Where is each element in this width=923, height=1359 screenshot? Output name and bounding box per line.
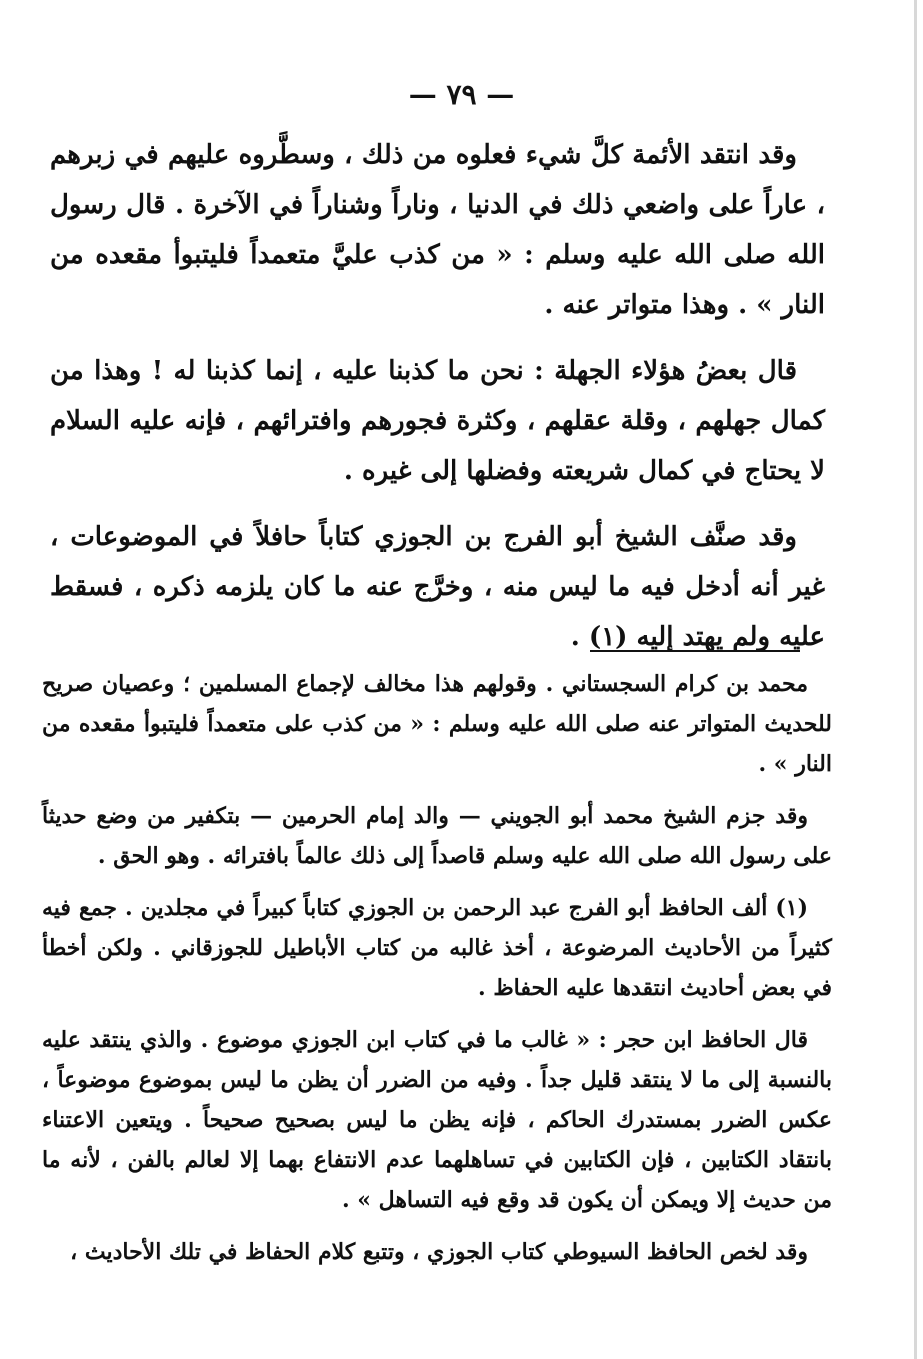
footnotes xyxy=(42,664,832,1284)
main-paragraph: وقد انتقد الأئمة كلَّ شيء فعلوه من ذلك ، وسطَّروه عليهم في زبرهم ، عاراً على واضعي ذلك في الدنيا ، وناراً وشناراً في الآخرة . قال رسول الله صلى الله عليه وسلم : « من كذب عليَّ متعمداً فليتبوأ مقعده من النار » . وهذا متواتر عنه . xyxy=(50,140,825,320)
footnote-paragraph: محمد بن كرام السجستاني . وقولهم هذا مخالف لإجماع المسلمين ؛ وعصيان صريح للحديث المتواتر عنه صلى الله عليه وسلم : « من كذب على متعمداً فليتبوأ مقعده من النار » . xyxy=(42,671,832,777)
page-edge xyxy=(914,0,917,1359)
footnote-separator xyxy=(590,650,800,652)
footnote-paragraph: قال الحافظ ابن حجر : « غالب ما في كتاب ابن الجوزي موضوع . والذي ينتقد عليه بالنسبة إلى ما لا ينتقد قليل جداً . وفيه من الضرر أن يظن ما ليس بموضوع موضوعاً ، عكس الضرر بمستدرك الحاكم ، فإنه يظن ما ليس بصحيح صحيحاً . ويتعين الاعتناء بانتقاد الكتابين ، فإن الكتابين في تساهلهما عدم الانتفاع بهما إلا لعالم بالفن ، لأنه ما من حديث إلا ويمكن أن يكون قد وقع فيه التساهل » . xyxy=(42,1027,832,1213)
footnote-paragraph: (١) ألف الحافظ أبو الفرج عبد الرحمن بن الجوزي كتاباً كبيراً في مجلدين . جمع فيه كثيراً من الأحاديث المرضوعة ، أخذ غالبه من كتاب الأباطيل للجوزقاني . ولكن أخطأ في بعض أحاديث انتقدها عليه الحفاظ . xyxy=(42,895,832,1001)
page-number: — ٧٩ — xyxy=(408,78,515,111)
main-paragraph: قال بعضُ هؤلاء الجهلة : نحن ما كذبنا عليه ، إنما كذبنا له ! وهذا من كمال جهلهم ، وقلة عقلهم ، وكثرة فجورهم وافترائهم ، فإنه عليه السلام لا يحتاج في كمال شريعته وفضلها إلى غيره . xyxy=(50,356,825,486)
main-paragraph: وقد صنَّف الشيخ أبو الفرج بن الجوزي كتاباً حافلاً في الموضوعات ، غير أنه أدخل فيه ما ليس منه ، وخرَّج عنه ما كان يلزمه ذكره ، فسقط عليه ولم يهتد إليه (١) . xyxy=(50,522,825,652)
main-text xyxy=(50,130,825,678)
footnote-paragraph: وقد لخص الحافظ السيوطي كتاب الجوزي ، وتتبع كلام الحفاظ في تلك الأحاديث ، xyxy=(70,1239,808,1265)
footnote-paragraph: وقد جزم الشيخ محمد أبو الجويني — والد إمام الحرمين — بتكفير من وضع حديثاً على رسول الله صلى الله عليه وسلم قاصداً إلى ذلك عالماً بافترائه . وهو الحق . xyxy=(42,803,832,869)
